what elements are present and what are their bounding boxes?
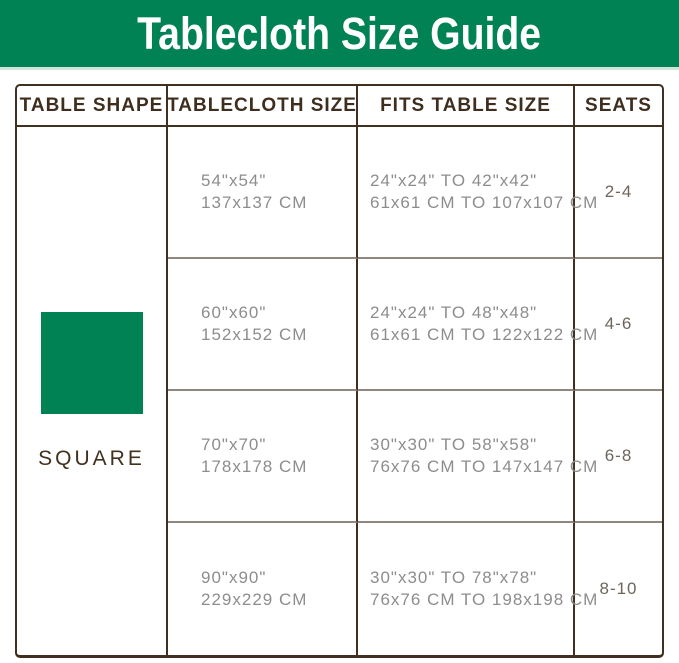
- fits-cm: 61x61 CM TO 122x122 CM: [370, 325, 599, 344]
- fits-inches: 30"x30" TO 78"x78": [370, 568, 538, 587]
- size-inches: 60"x60": [201, 303, 267, 322]
- seats-value: 6-8: [604, 446, 633, 465]
- table-row-2-tablecloth-size: [168, 259, 358, 391]
- fits-cm: 76x76 CM TO 198x198 CM: [370, 590, 599, 609]
- size-inches: 70"x70": [201, 435, 267, 454]
- size-guide-table: [15, 84, 664, 658]
- page-title: Tablecloth Size Guide: [137, 7, 542, 59]
- seats-value: 8-10: [599, 579, 638, 598]
- table-row-4-tablecloth-size: [168, 523, 358, 655]
- table-row-1-fits-table-size: [358, 127, 599, 259]
- fits-cm: 76x76 CM TO 147x147 CM: [370, 457, 599, 476]
- square-shape-icon: [41, 312, 143, 414]
- col-header-table-shape: TABLE SHAPE: [17, 86, 168, 127]
- table-row-2-seats: [575, 259, 662, 391]
- table-row-3-tablecloth-size: [168, 391, 358, 523]
- seats-value: 2-4: [604, 182, 633, 201]
- col-header-tablecloth-size: TABLECLOTH SIZE: [168, 86, 358, 127]
- fits-cm: 61x61 CM TO 107x107 CM: [370, 193, 599, 212]
- size-cm: 137x137 CM: [201, 193, 308, 212]
- table-row-2-fits-table-size: [358, 259, 599, 391]
- table-row-4-fits-table-size: [358, 523, 599, 655]
- seats-value: 4-6: [604, 314, 633, 333]
- fits-inches: 24"x24" TO 48"x48": [370, 303, 538, 322]
- table-row-3-seats: [575, 391, 662, 523]
- size-cm: 229x229 CM: [201, 590, 308, 609]
- shape-cell: [17, 127, 168, 655]
- table-row-3-fits-table-size: [358, 391, 599, 523]
- col-header-seats: SEATS: [575, 86, 662, 127]
- col-header-fits-table-size: FITS TABLE SIZE: [358, 86, 575, 127]
- table-row-1-tablecloth-size: [168, 127, 358, 259]
- table-row-1-seats: [575, 127, 662, 259]
- size-inches: 54"x54": [201, 171, 267, 190]
- size-cm: 178x178 CM: [201, 457, 308, 476]
- size-inches: 90"x90": [201, 568, 267, 587]
- fits-inches: 24"x24" TO 42"x42": [370, 171, 538, 190]
- fits-inches: 30"x30" TO 58"x58": [370, 435, 538, 454]
- size-cm: 152x152 CM: [201, 325, 308, 344]
- table-row-4-seats: [575, 523, 662, 655]
- header-banner: [0, 0, 679, 70]
- shape-label: SQUARE: [38, 446, 145, 470]
